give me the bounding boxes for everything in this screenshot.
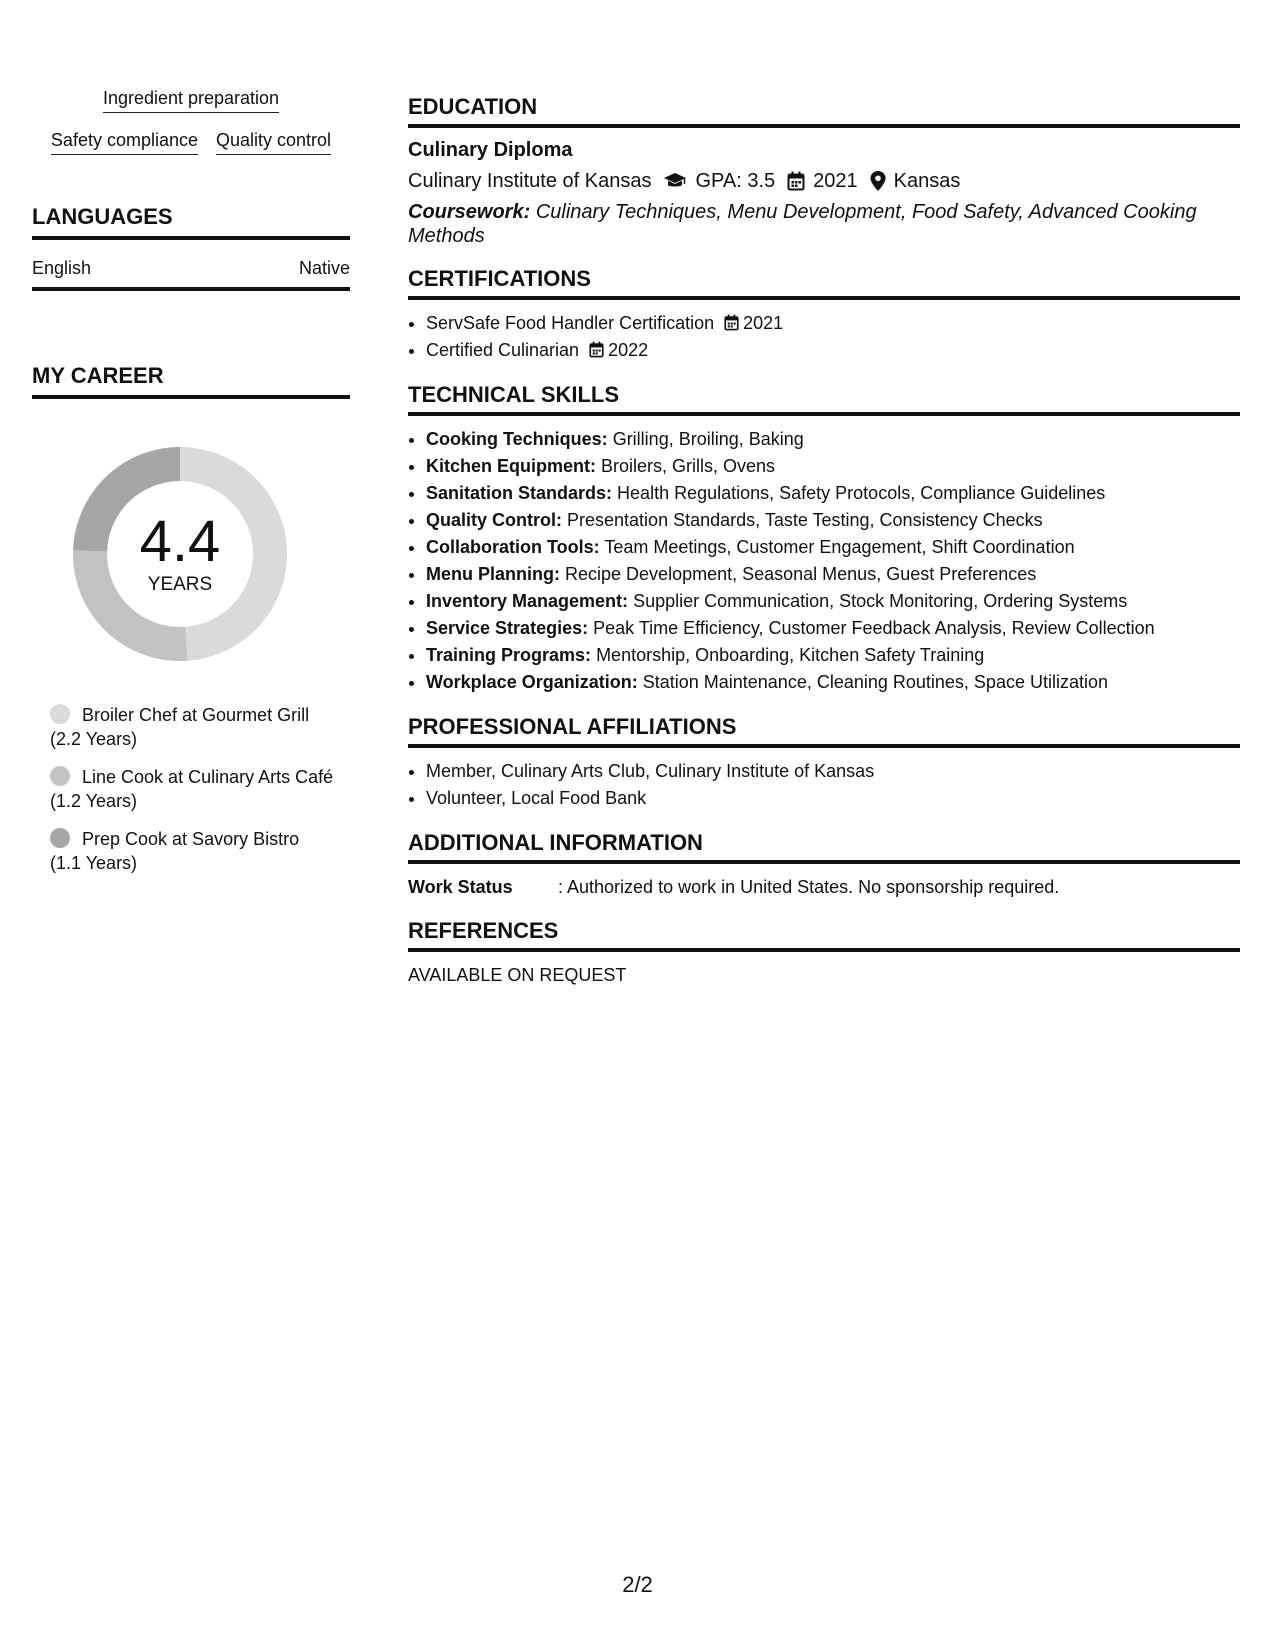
references-text: AVAILABLE ON REQUEST <box>408 965 627 985</box>
work-status-label: Work Status <box>408 877 513 897</box>
left-column <box>32 88 350 889</box>
legend-item <box>50 827 335 875</box>
affiliations-list <box>408 758 1240 812</box>
coursework <box>408 200 1240 248</box>
donut-center <box>65 439 295 669</box>
list-item: • Volunteer, Local Food Bank <box>426 785 1240 812</box>
certifications-list <box>408 310 1240 364</box>
list-item <box>426 561 1240 588</box>
skill-label: Inventory Management: <box>426 591 629 611</box>
skill-text: Recipe Development, Seasonal Menus, Guest Preferences <box>565 564 1037 584</box>
certification-name: Certified Culinarian <box>426 340 580 360</box>
school-location: Kansas <box>893 170 961 192</box>
list-item <box>426 588 1240 615</box>
skill-text: Mentorship, Onboarding, Kitchen Safety Training <box>596 645 985 665</box>
skill-text: Broilers, Grills, Ovens <box>601 456 776 476</box>
career-title: MY CAREER <box>32 363 350 399</box>
skills-row <box>32 88 350 113</box>
skill-tag: Quality control <box>216 130 331 155</box>
skill-tag: Ingredient preparation <box>103 88 279 113</box>
education-meta <box>408 168 1240 194</box>
technical-skills-section <box>408 382 1240 696</box>
school-name: Culinary Institute of Kansas <box>408 170 652 192</box>
skill-label: Training Programs: <box>426 645 592 665</box>
list-item <box>426 426 1240 453</box>
career-legend <box>32 703 350 875</box>
degree-name: Culinary Diploma <box>408 139 573 161</box>
certifications-title: CERTIFICATIONS <box>408 266 1240 300</box>
graduation-year: 2021 <box>813 170 858 192</box>
references-title: REFERENCES <box>408 918 1240 952</box>
coursework-text: Culinary Techniques, Menu Development, Food Safety, Advanced Cooking Methods <box>408 201 1197 247</box>
right-column <box>408 94 1240 1006</box>
certifications-section <box>408 266 1240 364</box>
skill-text: Team Meetings, Customer Engagement, Shift Coordination <box>604 537 1075 557</box>
language-name: English <box>32 258 92 278</box>
technical-skills-list <box>408 426 1240 696</box>
certification-year: 2022 <box>608 340 649 360</box>
skill-text: Station Maintenance, Cleaning Routines, Space Utilization <box>642 672 1108 692</box>
language-row <box>32 240 350 291</box>
skill-tag: Safety compliance <box>51 130 198 155</box>
list-item <box>426 337 1240 364</box>
education-section <box>408 94 1240 248</box>
work-status-row <box>408 874 1240 900</box>
list-item <box>426 534 1240 561</box>
career-unit: YEARS <box>147 574 213 595</box>
legend-label: Line Cook at Culinary Arts Café (1.2 Years) <box>50 767 334 811</box>
page-number: 2/2 <box>622 1572 653 1597</box>
list-item: • Member, Culinary Arts Club, Culinary Institute of Kansas <box>426 758 1240 785</box>
legend-dot <box>50 828 70 848</box>
skills-row <box>32 130 350 155</box>
legend-item <box>50 703 335 751</box>
skill-label: Collaboration Tools: <box>426 537 600 557</box>
legend-label: Prep Cook at Savory Bistro (1.1 Years) <box>50 829 300 873</box>
calendar-icon <box>589 341 604 358</box>
list-item <box>426 310 1240 337</box>
education-title: EDUCATION <box>408 94 1240 128</box>
skill-text: Presentation Standards, Taste Testing, Consistency Checks <box>567 510 1043 530</box>
languages-title: LANGUAGES <box>32 204 350 240</box>
skill-label: Service Strategies: <box>426 618 589 638</box>
coursework-label: Coursework: <box>408 201 531 223</box>
legend-label: Broiler Chef at Gourmet Grill (2.2 Years) <box>50 705 310 749</box>
skill-text: Peak Time Efficiency, Customer Feedback Analysis, Review Collection <box>593 618 1155 638</box>
calendar-icon <box>787 171 805 191</box>
list-item <box>426 507 1240 534</box>
list-item <box>426 453 1240 480</box>
calendar-icon <box>724 314 739 331</box>
legend-dot <box>50 704 70 724</box>
additional-info-section <box>408 830 1240 900</box>
skill-label: Quality Control: <box>426 510 562 530</box>
career-donut-chart <box>65 439 295 669</box>
work-status-text: : Authorized to work in United States. No sponsorship required. <box>558 877 1060 897</box>
skill-label: Menu Planning: <box>426 564 560 584</box>
skill-label: Kitchen Equipment: <box>426 456 596 476</box>
skill-text: Health Regulations, Safety Protocols, Compliance Guidelines <box>617 483 1106 503</box>
legend-item <box>50 765 335 813</box>
certification-name: ServSafe Food Handler Certification <box>426 313 715 333</box>
skill-text: Grilling, Broiling, Baking <box>612 429 804 449</box>
graduation-cap-icon <box>663 171 687 191</box>
language-level: Native <box>298 258 350 278</box>
affiliations-section <box>408 714 1240 812</box>
list-item <box>426 615 1240 642</box>
certification-year: 2021 <box>743 313 784 333</box>
additional-info-title: ADDITIONAL INFORMATION <box>408 830 1240 864</box>
skill-label: Sanitation Standards: <box>426 483 613 503</box>
list-item <box>426 642 1240 669</box>
career-total: 4.4 <box>139 509 221 574</box>
location-pin-icon <box>870 171 886 191</box>
technical-skills-title: TECHNICAL SKILLS <box>408 382 1240 416</box>
legend-dot <box>50 766 70 786</box>
gpa: GPA: 3.5 <box>695 170 776 192</box>
skill-text: Supplier Communication, Stock Monitoring, Ordering Systems <box>633 591 1128 611</box>
references-section <box>408 918 1240 988</box>
list-item <box>426 480 1240 507</box>
skill-label: Workplace Organization: <box>426 672 638 692</box>
skill-label: Cooking Techniques: <box>426 429 608 449</box>
list-item <box>426 669 1240 696</box>
affiliations-title: PROFESSIONAL AFFILIATIONS <box>408 714 1240 748</box>
